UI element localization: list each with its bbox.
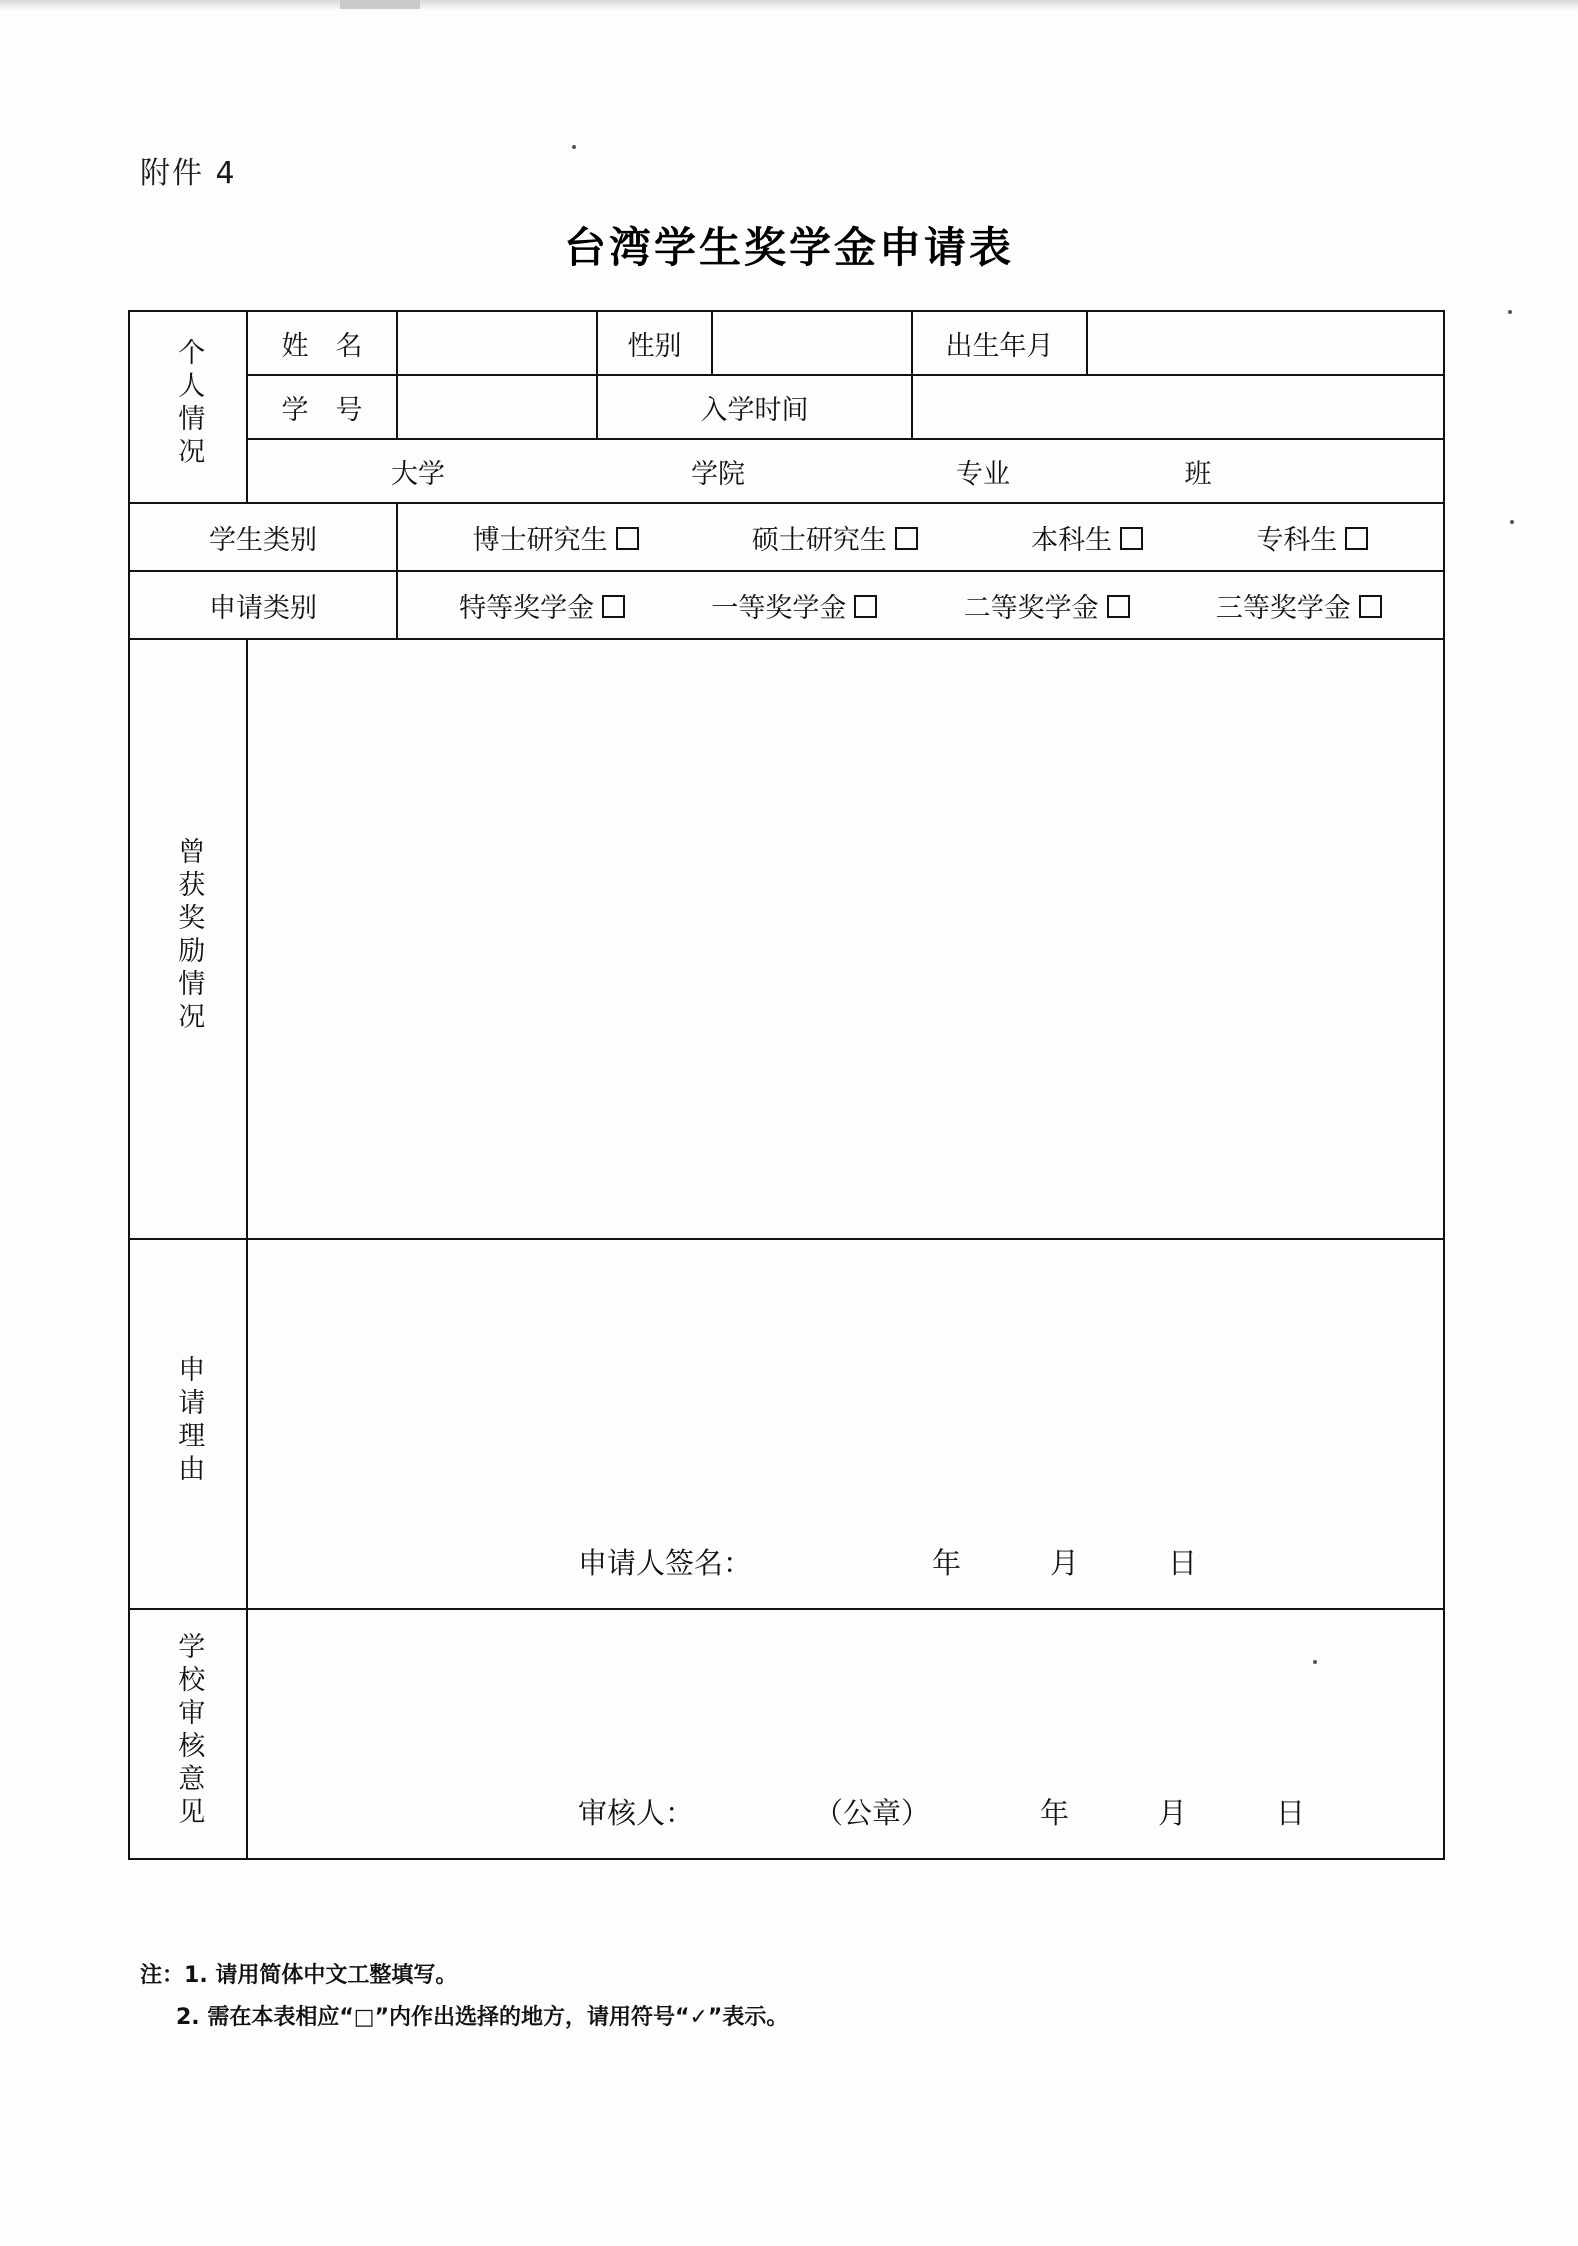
table-row-personal-1	[129, 311, 1444, 375]
awards-input[interactable]	[247, 639, 1444, 1239]
school-line[interactable]	[247, 439, 1444, 503]
review-label: 学校审核意见	[129, 1609, 247, 1859]
name-input[interactable]	[397, 311, 597, 375]
table-row-reason	[129, 1239, 1444, 1609]
checkbox-undergrad[interactable]	[1120, 527, 1143, 550]
apply-type-label: 申请类别	[129, 571, 397, 639]
reason-input[interactable]	[247, 1239, 1444, 1609]
apply-type-options[interactable]	[397, 571, 1444, 639]
name-label: 姓 名	[247, 311, 397, 375]
scan-artifact	[340, 0, 420, 9]
table-row-apply-type	[129, 571, 1444, 639]
student-type-option-undergrad[interactable]: 本科生	[1031, 518, 1143, 557]
college-label: 学院	[691, 458, 745, 490]
table-row-school	[129, 439, 1444, 503]
note-item-1: 注：1. 请用简体中文工整填写。	[140, 1963, 458, 1988]
table-row-personal-2	[129, 375, 1444, 439]
reason-label: 申请理由	[129, 1239, 247, 1609]
applicant-signature-line	[248, 1541, 1443, 1582]
major-label: 专业	[956, 458, 1010, 490]
scan-speck	[572, 145, 576, 149]
personal-section-label: 个人情况	[129, 311, 247, 503]
checkbox-master[interactable]	[895, 527, 918, 550]
applicant-date-label: 年 月 日	[932, 1546, 1228, 1580]
checkbox-special[interactable]	[602, 595, 625, 618]
checkbox-third[interactable]	[1359, 595, 1382, 618]
student-type-option-college[interactable]: 专科生	[1256, 518, 1368, 557]
scan-speck	[1508, 310, 1512, 314]
apply-type-option-first[interactable]: 一等奖学金	[711, 586, 877, 625]
scan-speck	[1510, 520, 1514, 524]
enroll-label: 入学时间	[597, 375, 912, 439]
note-item-2: 2. 需在本表相应“□”内作出选择的地方，请用符号“✓”表示。	[176, 2004, 789, 2030]
review-date-label: 年 月 日	[1040, 1796, 1336, 1830]
apply-type-option-special[interactable]: 特等奖学金	[459, 586, 625, 625]
table-row-student-type	[129, 503, 1444, 571]
gender-label: 性别	[597, 311, 712, 375]
checkbox-second[interactable]	[1107, 595, 1130, 618]
notes-section	[140, 1955, 788, 2039]
attachment-label: 附件 4	[140, 156, 237, 191]
seal-label: （公章）	[814, 1796, 931, 1830]
table-row-review	[129, 1609, 1444, 1859]
reviewer-label: 审核人：	[578, 1796, 695, 1830]
birth-input[interactable]	[1087, 311, 1444, 375]
student-id-label: 学 号	[247, 375, 397, 439]
notes-title: 注：	[140, 1963, 185, 1988]
application-form-table	[128, 310, 1445, 1860]
gender-input[interactable]	[712, 311, 912, 375]
apply-type-option-third[interactable]: 三等奖学金	[1216, 586, 1382, 625]
class-label: 班	[1184, 458, 1212, 490]
university-label: 大学	[391, 458, 445, 490]
student-type-option-master[interactable]: 硕士研究生	[752, 518, 918, 557]
reviewer-signature-line	[248, 1791, 1443, 1832]
birth-label: 出生年月	[912, 311, 1087, 375]
checkbox-first[interactable]	[854, 595, 877, 618]
checkbox-doctor[interactable]	[616, 527, 639, 550]
student-type-options[interactable]	[397, 503, 1444, 571]
table-row-awards	[129, 639, 1444, 1239]
student-id-input[interactable]	[397, 375, 597, 439]
enroll-input[interactable]	[912, 375, 1444, 439]
student-type-label: 学生类别	[129, 503, 397, 571]
scan-edge	[0, 0, 1578, 10]
checkbox-college[interactable]	[1345, 527, 1368, 550]
student-type-option-doctor[interactable]: 博士研究生	[473, 518, 639, 557]
apply-type-option-second[interactable]: 二等奖学金	[964, 586, 1130, 625]
page-title: 台湾学生奖学金申请表	[563, 223, 1014, 272]
applicant-signature-label: 申请人签名：	[578, 1546, 753, 1580]
awards-label: 曾获奖励情况	[129, 639, 247, 1239]
review-input[interactable]	[247, 1609, 1444, 1859]
